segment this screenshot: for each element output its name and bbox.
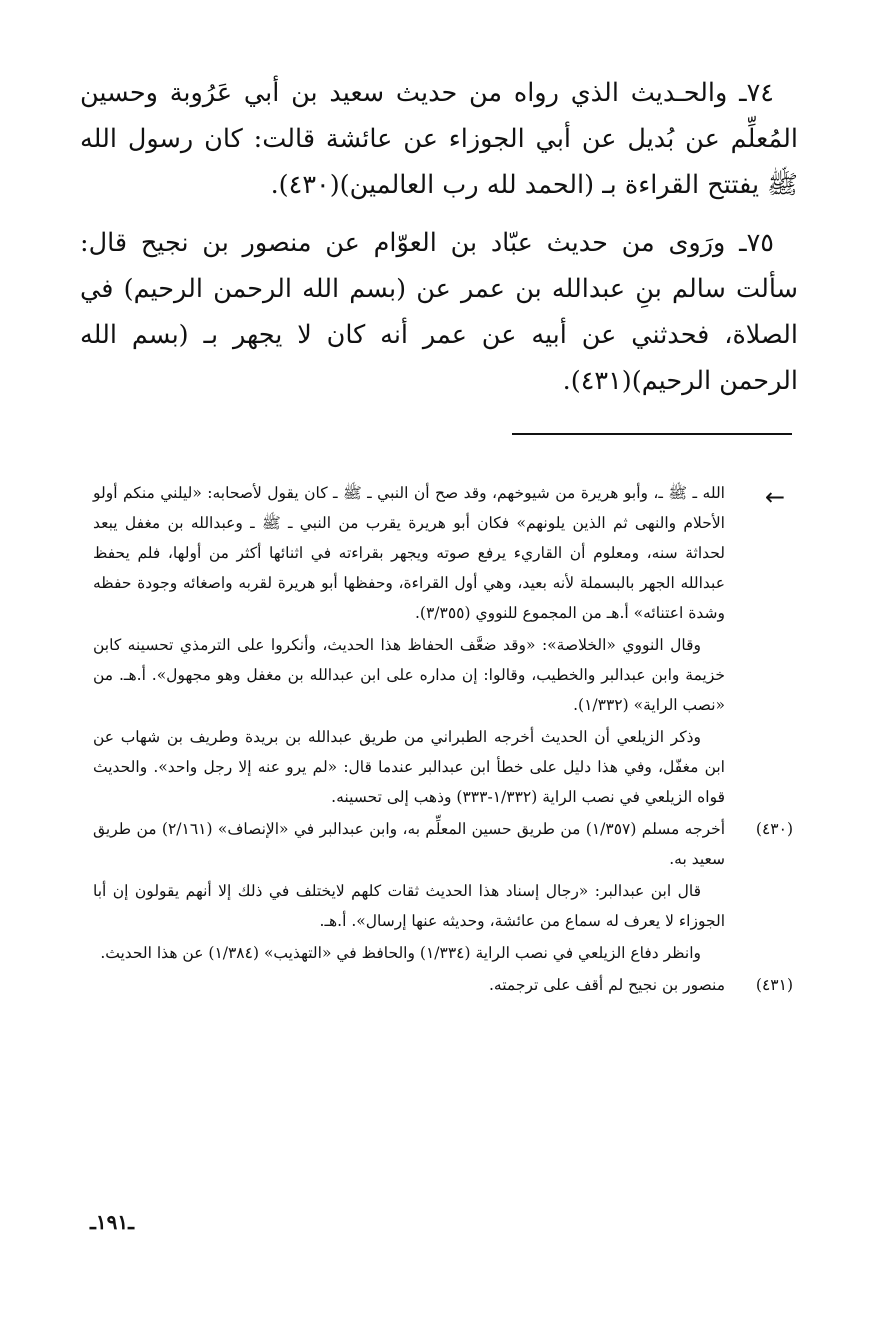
- footnote-continuation: [93, 478, 793, 812]
- paragraph-74: ٧٤ـ والحـديث الذي رواه من حديث سعيد بن أبي عَرُوبة وحسين المُعلِّم عن بُديل عن أبي الجوزاء عن عائشة قالت: كان رسول الله ﷺ يفتتح القراءة بـ (الحمد لله رب العالمين)(٤٣٠).: [80, 78, 798, 200]
- footnote-text: منصور بن نجيح لم أقف على ترجمته.: [488, 976, 725, 994]
- footnote-number: (٤٣٠): [755, 820, 793, 838]
- continuation-arrow-icon: ←: [765, 483, 786, 511]
- footnote-continuation-text: وقال النووي «الخلاصة»: «وقد ضعَّف الحفاظ هذا الحديث، وأنكروا على الترمذي تحسينه كابن خزيمة وابن عبدالبر والخطيب، وقالوا: إن مداره على ابن عبدالله بن مغفل وهو مجهول». أ.هـ. من «نصب الراية» (١/٣٣٢).: [93, 636, 725, 714]
- footnote-continuation-text: الله ـ ﷺ ـ، وأبو هريرة من شيوخهم، وقد صح أن النبي ـ ﷺ ـ كان يقول لأصحابه: «ليلني منكم أولو الأحلام والنهى ثم الذين يلونهم» فكان أبو هريرة يقرب من النبي ـ ﷺ ـ وعبدالله بن مغفل يبعد لحداثة سنه، ومعلوم أن القاريء يرفع صوته ويجهر بقراءته في اثنائها أكثر من أولها، فلم يحفظ عبدالله الجهر بالبسملة لأنه بعيد، وهي أول القراءة، وحفظها أبو هريرة لقربه واصغائه وجودة حفظه وشدة اعتنائه» أ.هـ من المجموع للنووي (٣/٣٥٥).: [93, 484, 725, 622]
- footnotes: [93, 478, 793, 1002]
- footnote-430: [93, 814, 793, 968]
- footnote-text: أخرجه مسلم (١/٣٥٧) من طريق حسين المعلِّم به، وابن عبدالبر في «الإنصاف» (٢/١٦١) من طريق سعيد به.: [93, 820, 726, 868]
- page-number: ـ١٩١ـ: [90, 1210, 134, 1234]
- footnote-431: [93, 970, 793, 1000]
- footnote-text: قال ابن عبدالبر: «رجال إسناد هذا الحديث ثقات كلهم لايختلف في ذلك إلا أنهم يقولون إن أبا الجوزاء لا يعرف له سماع من عائشة، وحديثه عنها إرسال». أ.هـ.: [93, 882, 725, 930]
- main-text: [80, 70, 798, 416]
- footnote-text: وانظر دفاع الزيلعي في نصب الراية (١/٣٣٤) والحافظ في «التهذيب» (١/٣٨٤) عن هذا الحديث.: [100, 944, 701, 962]
- footnote-separator: [512, 433, 792, 435]
- paragraph-75: ٧٥ـ ورَوى من حديث عبّاد بن العوّام عن منصور بن نجيح قال: سألت سالم بنِ عبدالله بن عمر عن (بسم الله الرحمن الرحيم) في الصلاة، فحدثني عن أبيه عن عمر أنه كان لا يجهر بـ (بسم الله الرحمن الرحيم)(٤٣١).: [80, 228, 798, 396]
- footnote-number: (٤٣١): [755, 976, 793, 994]
- footnote-continuation-text: وذكر الزيلعي أن الحديث أخرجه الطبراني من طريق عبدالله بن بريدة وطريف بن شهاب عن ابن مغفّل، وفي هذا دليل على خطأ ابن عبدالبر عندما قال: «لم يرو عنه إلا رجل واحد». والحديث قواه الزيلعي في نصب الراية (١/٣٣٢-٣٣٣) وذهب إلى تحسينه.: [93, 728, 725, 806]
